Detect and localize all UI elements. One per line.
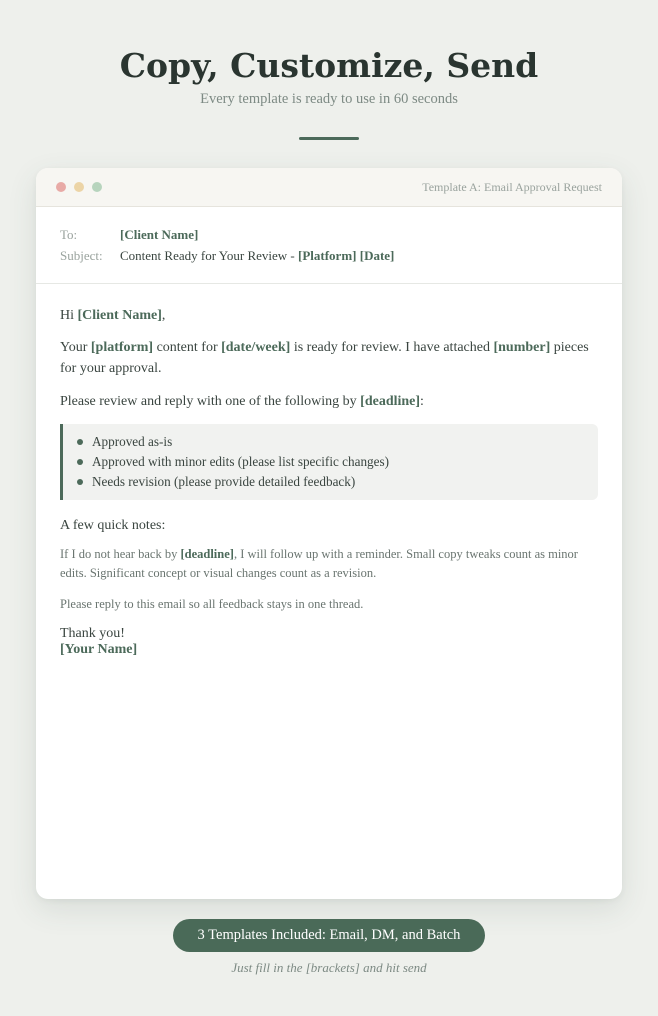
- signoff: [60, 626, 598, 658]
- bullet-icon: [77, 479, 83, 485]
- subject-row: [60, 245, 598, 266]
- window-titlebar: [36, 168, 622, 207]
- window-close-dot: [56, 182, 66, 192]
- option-label: Needs revision (please provide detailed feedback): [92, 474, 356, 489]
- review-paragraph: [60, 391, 598, 412]
- greeting: [60, 305, 598, 326]
- client-name-placeholder: [Client Name]: [77, 308, 162, 323]
- template-name: Template A: Email Approval Request: [422, 180, 602, 194]
- note-reply: Please reply to this email so all feedback stays in one thread.: [60, 597, 364, 611]
- thanks-text: Thank you!: [60, 626, 125, 641]
- notes-title: A few quick notes:: [60, 518, 166, 533]
- greeting-hi: Hi: [60, 308, 78, 323]
- p1-d: pieces for your approval.: [60, 340, 589, 376]
- p1-c: is ready for review. I have attached: [290, 340, 494, 355]
- p1-b: content for: [153, 340, 222, 355]
- notes: [60, 545, 598, 614]
- option-label: Approved as-is: [92, 434, 173, 449]
- note1-a: If I do not hear back by: [60, 547, 181, 561]
- date-week-placeholder: [date/week]: [221, 340, 291, 355]
- title-divider: [299, 137, 359, 140]
- option-item: [77, 472, 582, 492]
- subject-value: [120, 245, 394, 266]
- window-minimize-dot: [74, 182, 84, 192]
- p2-a: Please review and reply with one of the following by: [60, 394, 361, 409]
- option-item: [77, 432, 582, 452]
- note1-b: , I will follow up with a reminder. Small copy tweaks count as minor edits. Significant concept or visual changes count as a revision.: [60, 547, 578, 580]
- templates-included-button[interactable]: 3 Templates Included: Email, DM, and Batch: [173, 919, 485, 952]
- page-subtitle: Every template is ready to use in 60 seconds: [200, 91, 458, 107]
- subject-date-placeholder: [Date]: [359, 248, 395, 263]
- subject-platform-placeholder: [Platform]: [298, 248, 357, 263]
- bullet-icon: [77, 459, 83, 465]
- email-header: [36, 207, 622, 284]
- approval-options: [60, 424, 598, 500]
- subject-prefix: Content Ready for Your Review -: [120, 248, 299, 263]
- platform-placeholder: [platform]: [90, 340, 154, 355]
- option-label: Approved with minor edits (please list specific changes): [92, 454, 390, 469]
- greeting-comma: ,: [161, 308, 166, 323]
- footnote: Just fill in the [brackets] and hit send: [231, 960, 427, 975]
- to-label: To:: [60, 227, 78, 242]
- window-maximize-dot: [92, 182, 102, 192]
- email-body: [36, 284, 622, 658]
- number-placeholder: [number]: [493, 340, 551, 355]
- option-item: [77, 452, 582, 472]
- your-name-placeholder: [Your Name]: [60, 642, 138, 657]
- subject-label: Subject:: [60, 248, 103, 263]
- to-row: [60, 224, 598, 245]
- to-value: [Client Name]: [120, 227, 199, 242]
- intro-paragraph: [60, 337, 598, 379]
- email-template-card: [36, 168, 622, 899]
- bullet-icon: [77, 439, 83, 445]
- p2-b: :: [420, 394, 424, 409]
- p1-a: Your: [60, 340, 91, 355]
- note-followup: [60, 545, 598, 583]
- page-title: Copy, Customize, Send: [119, 46, 539, 85]
- note-deadline-placeholder: [deadline]: [180, 547, 234, 561]
- deadline-placeholder: [deadline]: [360, 394, 421, 409]
